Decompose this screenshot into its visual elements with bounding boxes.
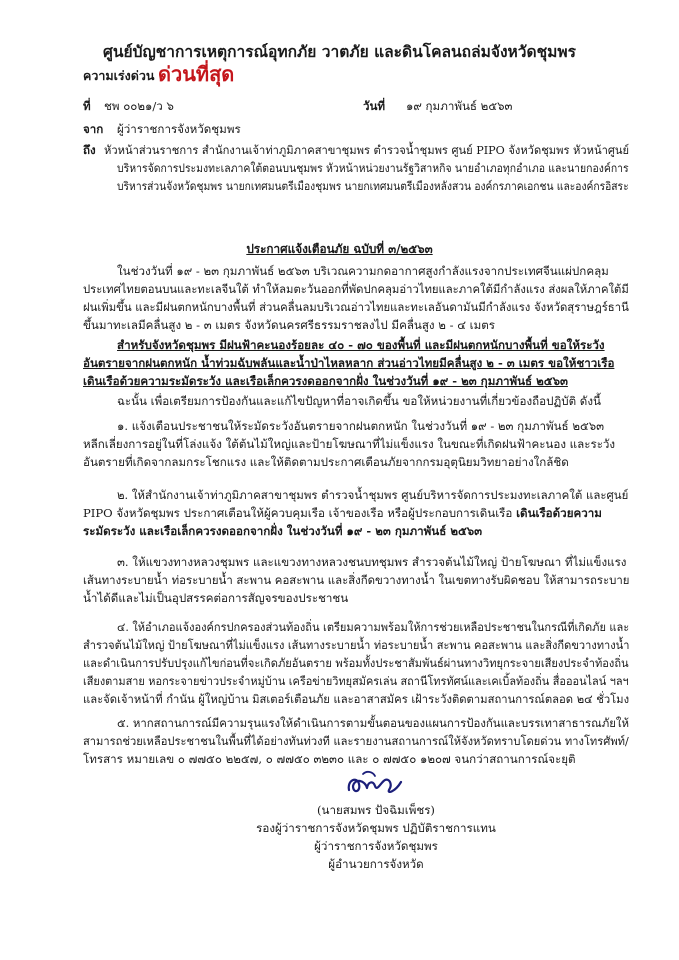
signatory-title: ผู้ว่าราชการจังหวัดชุมพร — [314, 839, 438, 853]
item-1-line: ๑. แจ้งเตือนประชาชนให้ระมัดระวังอันตรายจากฝนตกหนัก ในช่วงวันที่ ๑๙ - ๒๓ กุมภาพันธ์ ๒๕๖๓ — [117, 419, 605, 433]
paragraph-line: ฉะนั้น เพื่อเตรียมการป้องกันและแก้ไขปัญหาที่อาจเกิดขึ้น ขอให้หน่วยงานที่เกี่ยวข้องถือปฏิบัติ ดังนี้ — [117, 394, 601, 408]
signatory-name: (นายสมพร ปัจฉิมเพ็ชร) — [317, 803, 435, 817]
to-line: บริหารจัดการประมงทะเลภาคใต้ตอนบนชุมพร หัวหน้าหน่วยงานรัฐวิสาหกิจ นายอำเภอทุกอำเภอ และนายกองค์การ — [117, 161, 629, 175]
date-label: วันที่ — [363, 99, 386, 113]
paragraph-line: ขึ้นมาทะเลมีคลื่นสูง ๒ - ๓ เมตร จังหวัดนครศรีธรรมราชลงไป มีคลื่นสูง ๒ - ๔ เมตร — [83, 318, 496, 332]
item-5-line: สามารถช่วยเหลือประชาชนในพื้นที่ได้อย่างทันท่วงที และรายงานสถานการณ์ให้จังหวัดทราบโดยด่วน ทางโทรศัพท์/ — [83, 734, 629, 748]
signatory-title: รองผู้ว่าราชการจังหวัดชุมพร ปฏิบัติราชการแทน — [256, 821, 496, 835]
handwritten-signature — [345, 766, 405, 800]
item-4-line: สำรวจต้นไม้ใหญ่ ป้ายโฆษณาที่ไม่แข็งแรง เส้นทางระบายน้ำ ท่อระบายน้ำ สะพาน คอสะพาน และสิ่งกีดขวางทางน้ำ — [83, 638, 630, 652]
item-4-line: และดำเนินการปรับปรุงแก้ไขก่อนที่จะเกิดภัยอันตราย พร้อมทั้งประชาสัมพันธ์ผ่านทางวิทยุกระจายเสียงประจำท้องถิ่น — [83, 656, 629, 670]
ref-label: ที่ — [83, 99, 91, 113]
warning-line: สำหรับจังหวัดชุมพร มีฝนฟ้าคะนองร้อยละ ๔๐ - ๗๐ ของพื้นที่ และมีฝนตกหนักบางพื้นที่ ขอให้ระวัง — [117, 338, 605, 352]
item-3-line: ๓. ให้แขวงทางหลวงชุมพร และแขวงทางหลวงชนบทชุมพร สำรวจต้นไม้ใหญ่ ป้ายโฆษณา ที่ไม่แข็งแรง — [117, 555, 627, 569]
item-1-line: อันตรายที่เกิดจากลมกระโชกแรง และให้ติดตามประกาศเตือนภัยจากกรมอุตุนิยมวิทยาอย่างใกล้ชิด — [83, 455, 569, 469]
to-label: ถึง — [83, 143, 96, 157]
urgency-value: ด่วนที่สุด — [158, 62, 235, 86]
item-2-line — [83, 506, 602, 521]
item-2-line: ๒. ให้สำนักงานเจ้าท่าภูมิภาคสาขาชุมพร ตำรวจน้ำชุมพร ศูนย์บริหารจัดการประมงทะเลภาคใต้ และศูนย์ — [117, 488, 629, 502]
from-label: จาก — [83, 122, 104, 136]
item-3-line: น้ำได้ดีและไม่เป็นอุปสรรคต่อการสัญจรของประชาชน — [83, 591, 349, 605]
item-2-line: ระมัดระวัง และเรือเล็กควรงดออกจากฝั่ง ในช่วงวันที่ ๑๙ - ๒๓ กุมภาพันธ์ ๒๕๖๓ — [83, 524, 483, 538]
date-value: ๑๙ กุมภาพันธ์ ๒๕๖๓ — [406, 99, 513, 113]
warning-line: อันตรายจากฝนตกหนัก น้ำท่วมฉับพลันและน้ำป่าไหลหลาก ส่วนอ่าวไทยมีคลื่นสูง ๒ - ๓ เมตร ขอให้ชาวเรือ — [83, 356, 615, 370]
from-value: ผู้ว่าราชการจังหวัดชุมพร — [117, 122, 241, 136]
to-line: หัวหน้าส่วนราชการ สำนักงานเจ้าท่าภูมิภาคสาขาชุมพร ตำรวจน้ำชุมพร ศูนย์ PIPO จังหวัดชุมพร หัวหน้าศูนย์ — [104, 143, 630, 157]
item-4-line: ๔. ให้อำเภอแจ้งองค์กรปกครองส่วนท้องถิ่น เตรียมความพร้อมให้การช่วยเหลือประชาชนในกรณีที่เกิดภัย และ — [117, 620, 630, 634]
signatory-title: ผู้อำนวยการจังหวัด — [328, 857, 424, 871]
item-4-line: และจัดเจ้าหน้าที่ กำนัน ผู้ใหญ่บ้าน มิสเตอร์เตือนภัย และอาสาสมัคร เฝ้าระวังติดตามสถานการณ์ตลอด ๒๔ ชั่วโมง — [83, 692, 630, 706]
document-header-title: ศูนย์บัญชาการเหตุการณ์อุทกภัย วาตภัย และดินโคลนถล่มจังหวัดชุมพร — [102, 42, 577, 61]
item-3-line: เส้นทางระบายน้ำ ท่อระบายน้ำ สะพาน คอสะพาน และสิ่งกีดขวางทางน้ำ ในเขตทางรับผิดชอบ ให้สามารถระบาย — [83, 573, 630, 587]
urgency-label: ความเร่งด่วน — [83, 68, 155, 83]
paragraph-line: ในช่วงวันที่ ๑๙ - ๒๓ กุมภาพันธ์ ๒๕๖๓ บริเวณความกดอากาศสูงกำลังแรงจากประเทศจีนแผ่ปกคลุม — [117, 264, 609, 278]
item-5-line: ๕. หากสถานการณ์มีความรุนแรงให้ดำเนินการตามขั้นตอนของแผนการป้องกันและบรรเทาสาธารณภัยให้ — [117, 716, 630, 730]
to-line: บริหารส่วนจังหวัดชุมพร นายกเทศมนตรีเมืองชุมพร นายกเทศมนตรีเมืองหลังสวน องค์กรภาคเอกชน และองค์กรอิสระ — [117, 179, 629, 193]
paragraph-line: ประเทศไทยตอนบนและทะเลจีนใต้ ทำให้ลมตะวันออกที่พัดปกคลุมอ่าวไทยและภาคใต้มีกำลังแรง ส่งผลให้ภาคใต้มี — [83, 282, 629, 296]
item-4-line: เสียงตามสาย หอกระจายข่าวประจำหมู่บ้าน เครือข่ายวิทยุสมัครเล่น สถานีโทรทัศน์และเคเบิ้ลท้องถิ่น สื่อออนไลน์ ฯลฯ — [83, 674, 629, 688]
warning-line: เดินเรือด้วยความระมัดระวัง และเรือเล็กควรงดออกจากฝั่ง ในช่วงวันที่ ๑๙ - ๒๓ กุมภาพันธ์ ๒๕๖๓ — [83, 374, 568, 388]
item-1-line: หลีกเลี่ยงการอยู่ในที่โล่งแจ้ง ใต้ต้นไม้ใหญ่และป้ายโฆษณาที่ไม่แข็งแรง ในขณะที่เกิดฝนฟ้าคะนอง และระวัง — [83, 437, 616, 451]
paragraph-line: ฝนเพิ่มขึ้น และมีฝนตกหนักบางพื้นที่ ส่วนคลื่นลมบริเวณอ่าวไทยและทะเลอันดามันมีกำลังแรง จังหวัดสุราษฎร์ธานี — [83, 300, 629, 314]
item-2-bold-text: เดินเรือด้วยความ — [516, 506, 602, 520]
announcement-title: ประกาศแจ้งเตือนภัย ฉบับที่ ๓/๒๕๖๓ — [246, 242, 433, 256]
item-5-line: โทรสาร หมายเลข ๐ ๗๗๕๐ ๒๒๕๗, ๐ ๗๗๕๐ ๓๒๓๐ และ ๐ ๗๗๕๐ ๑๒๐๗ จนกว่าสถานการณ์จะยุติ — [83, 752, 576, 766]
ref-value: ชพ ๐๐๒๑/ว ๖ — [104, 99, 174, 113]
item-2-text: PIPO จังหวัดชุมพร ประกาศเตือนให้ผู้ควบคุมเรือ เจ้าของเรือ หรือผู้ประกอบการเดินเรือ — [83, 506, 513, 520]
